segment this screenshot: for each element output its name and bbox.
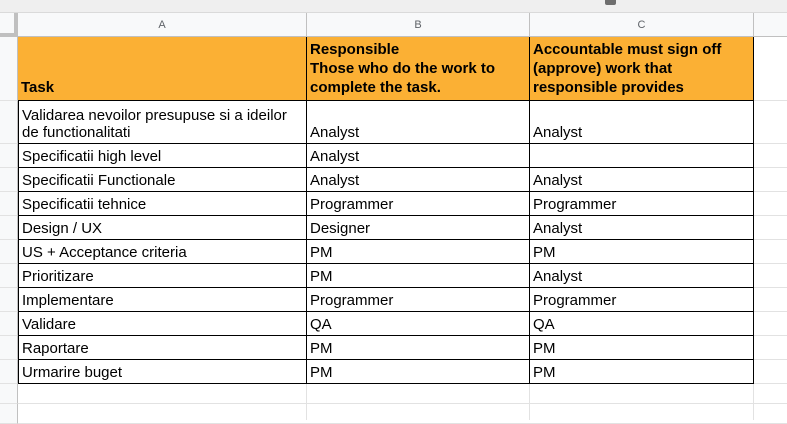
table-cell-responsible[interactable]: PM xyxy=(307,360,530,384)
table-cell-task[interactable]: Specificatii tehnice xyxy=(18,192,307,216)
toolbar-strip xyxy=(0,0,787,13)
row-header[interactable] xyxy=(0,336,18,360)
row-header[interactable] xyxy=(0,360,18,384)
row-header[interactable] xyxy=(0,312,18,336)
table-cell-accountable[interactable]: Programmer xyxy=(530,192,754,216)
table-cell-accountable[interactable]: Analyst xyxy=(530,216,754,240)
table-cell-accountable[interactable]: Analyst xyxy=(530,264,754,288)
table-cell-task[interactable]: Urmarire buget xyxy=(18,360,307,384)
table-cell-accountable[interactable]: QA xyxy=(530,312,754,336)
table-cell-accountable[interactable]: Analyst xyxy=(530,168,754,192)
column-header-d[interactable] xyxy=(754,13,787,37)
column-header-b[interactable]: B xyxy=(307,13,530,37)
table-cell-responsible[interactable]: Programmer xyxy=(307,192,530,216)
table-cell-accountable[interactable]: Analyst xyxy=(530,101,754,144)
row-header[interactable] xyxy=(0,216,18,240)
row-header[interactable] xyxy=(0,192,18,216)
row-header[interactable] xyxy=(0,384,18,404)
grid-line xyxy=(754,263,787,264)
table-cell-accountable[interactable]: PM xyxy=(530,336,754,360)
table-cell-task[interactable]: Design / UX xyxy=(18,216,307,240)
header-cell-responsible[interactable]: Responsible Those who do the work to complete the task. xyxy=(307,37,530,101)
grid-line xyxy=(754,239,787,240)
table-cell-responsible[interactable]: QA xyxy=(307,312,530,336)
table-cell-responsible[interactable]: Programmer xyxy=(307,288,530,312)
grid-line xyxy=(18,403,787,404)
table-cell-accountable[interactable]: PM xyxy=(530,240,754,264)
grid-line xyxy=(754,215,787,216)
column-header-c[interactable]: C xyxy=(530,13,754,37)
row-header[interactable] xyxy=(0,37,18,101)
grid-line xyxy=(754,167,787,168)
table-cell-responsible[interactable]: PM xyxy=(307,264,530,288)
table-cell-responsible[interactable]: Analyst xyxy=(307,168,530,192)
table-cell-responsible[interactable]: Analyst xyxy=(307,101,530,144)
column-header-a[interactable]: A xyxy=(18,13,307,37)
row-header[interactable] xyxy=(0,168,18,192)
table-cell-responsible[interactable]: Designer xyxy=(307,216,530,240)
table-cell-task[interactable]: Implementare xyxy=(18,288,307,312)
table-cell-task[interactable]: Raportare xyxy=(18,336,307,360)
header-cell-accountable[interactable]: Accountable must sign off (approve) work that responsible provides xyxy=(530,37,754,101)
select-all-corner[interactable] xyxy=(0,13,18,37)
row-header[interactable] xyxy=(0,101,18,144)
table-cell-task[interactable]: Validare xyxy=(18,312,307,336)
table-cell-responsible[interactable]: Analyst xyxy=(307,144,530,168)
grid-line xyxy=(754,287,787,288)
table-cell-responsible[interactable]: PM xyxy=(307,240,530,264)
header-cell-task[interactable]: Task xyxy=(18,37,307,101)
table-cell-task[interactable]: Validarea nevoilor presupuse si a ideilor de functionalitati xyxy=(18,101,307,144)
table-cell-task[interactable]: Specificatii high level xyxy=(18,144,307,168)
grid-line xyxy=(754,359,787,360)
table-cell-accountable[interactable] xyxy=(530,144,754,168)
table-cell-accountable[interactable]: Programmer xyxy=(530,288,754,312)
table-cell-task[interactable]: Specificatii Functionale xyxy=(18,168,307,192)
table-cell-accountable[interactable]: PM xyxy=(530,360,754,384)
table-cell-responsible[interactable]: PM xyxy=(307,336,530,360)
row-header[interactable] xyxy=(0,144,18,168)
grid-line xyxy=(754,335,787,336)
table-cell-task[interactable]: US + Acceptance criteria xyxy=(18,240,307,264)
row-header[interactable] xyxy=(0,288,18,312)
row-header[interactable] xyxy=(0,404,18,424)
grid-line xyxy=(754,143,787,144)
grid-line xyxy=(754,100,787,101)
grid-line xyxy=(754,383,787,384)
table-cell-task[interactable]: Prioritizare xyxy=(18,264,307,288)
scroll-handle[interactable] xyxy=(605,0,616,5)
row-header[interactable] xyxy=(0,240,18,264)
row-header[interactable] xyxy=(0,264,18,288)
grid-line xyxy=(754,191,787,192)
grid-line xyxy=(754,311,787,312)
